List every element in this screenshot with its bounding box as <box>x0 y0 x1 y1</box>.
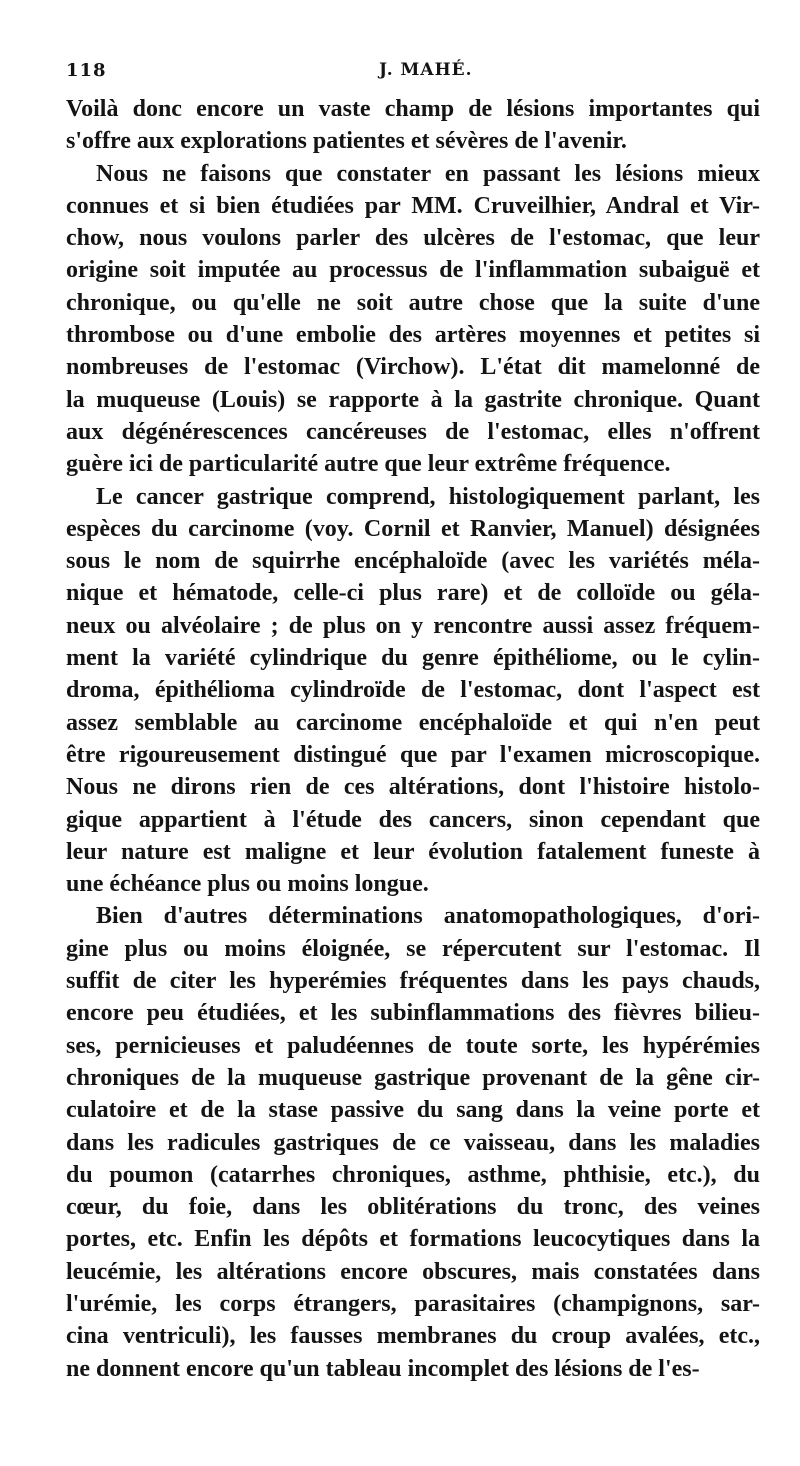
paragraph <box>66 93 760 158</box>
text-line: thrombose ou d'une embolie des artères moyennes et petites si <box>66 322 760 349</box>
text-line: assez semblable au carcinome encéphaloïde et qui n'en peut <box>66 709 760 736</box>
text-line: Nous ne faisons que constater en passant les lésions mieux <box>96 160 760 187</box>
text-line: suffit de citer les hyperémies fréquentes dans les pays chauds, <box>66 968 760 995</box>
text-line: gique appartient à l'étude des cancers, sinon cependant que <box>66 806 760 833</box>
text-line: chroniques de la muqueuse gastrique provenant de la gêne cir- <box>66 1064 760 1091</box>
text-line: nique et hématode, celle-ci plus rare) et de colloïde ou géla- <box>66 580 760 607</box>
text-line: sous le nom de squirrhe encéphaloïde (avec les variétés méla- <box>66 548 760 575</box>
text-line: être rigoureusement distingué que par l'examen microscopique. <box>66 741 760 768</box>
text-line: culatoire et de la stase passive du sang dans la veine porte et <box>66 1097 760 1124</box>
text-line: gine plus ou moins éloignée, se répercutent sur l'estomac. Il <box>66 935 760 962</box>
running-head <box>66 60 760 90</box>
text-line: Voilà donc encore un vaste champ de lésions importantes qui <box>66 96 760 122</box>
text-line: une échéance plus ou moins longue. <box>66 871 429 898</box>
text-line: guère ici de particularité autre que leur extrême fréquence. <box>66 451 671 478</box>
paragraph <box>66 900 760 1384</box>
text-line: leucémie, les altérations encore obscures, mais constatées dans <box>66 1258 760 1285</box>
text-line: cina ventriculi), les fausses membranes du croup avalées, etc., <box>66 1323 760 1350</box>
text-line: encore peu étudiées, et les subinflammations des fièvres bilieu- <box>66 1000 760 1027</box>
text-line: ment la variété cylindrique du genre épithéliome, ou le cylin- <box>66 645 760 672</box>
text-line: portes, etc. Enfin les dépôts et formations leucocytiques dans la <box>66 1226 760 1253</box>
text-line: Nous ne dirons rien de ces altérations, dont l'histoire histolo- <box>66 774 760 801</box>
text-line: espèces du carcinome (voy. Cornil et Ranvier, Manuel) désignées <box>66 515 760 542</box>
running-head-author: J. MAHÉ. <box>379 60 473 80</box>
text-line: nombreuses de l'estomac (Virchow). L'état dit mamelonné de <box>66 354 760 381</box>
text-line: Bien d'autres déterminations anatomopathologiques, d'ori- <box>96 903 760 930</box>
text-line: leur nature est maligne et leur évolution fatalement funeste à <box>66 838 760 865</box>
paragraph <box>66 481 760 901</box>
text-line: aux dégénérescences cancéreuses de l'estomac, elles n'offrent <box>66 418 760 445</box>
text-line: s'offre aux explorations patientes et sévères de l'avenir. <box>66 128 627 155</box>
text-line: chow, nous voulons parler des ulcères de l'estomac, que leur <box>66 225 760 252</box>
text-line: chronique, ou qu'elle ne soit autre chose que la suite d'une <box>66 289 760 316</box>
text-line: ses, pernicieuses et paludéennes de toute sorte, les hypérémies <box>66 1032 760 1059</box>
text-line: l'urémie, les corps étrangers, parasitaires (champignons, sar- <box>66 1290 760 1317</box>
text-line: cœur, du foie, dans les oblitérations du tronc, des veines <box>66 1194 760 1221</box>
text-line: connues et si bien étudiées par MM. Cruveilhier, Andral et Vir- <box>66 192 760 219</box>
text-line: du poumon (catarrhes chroniques, asthme, phthisie, etc.), du <box>66 1161 760 1188</box>
text-line: la muqueuse (Louis) se rapporte à la gastrite chronique. Quant <box>66 386 760 413</box>
text-line: droma, épithélioma cylindroïde de l'estomac, dont l'aspect est <box>66 677 760 704</box>
text-line: ne donnent encore qu'un tableau incomplet des lésions de l'es- <box>66 1355 700 1382</box>
body-text <box>66 93 760 1385</box>
text-line: Le cancer gastrique comprend, histologiquement parlant, les <box>96 483 760 510</box>
text-line: neux ou alvéolaire ; de plus on y rencontre aussi assez fréquem- <box>66 612 760 639</box>
text-line: dans les radicules gastriques de ce vaisseau, dans les maladies <box>66 1129 760 1156</box>
page-number: 118 <box>66 60 107 81</box>
paragraph <box>66 158 760 481</box>
text-line: origine soit imputée au processus de l'inflammation subaiguë et <box>66 257 760 284</box>
